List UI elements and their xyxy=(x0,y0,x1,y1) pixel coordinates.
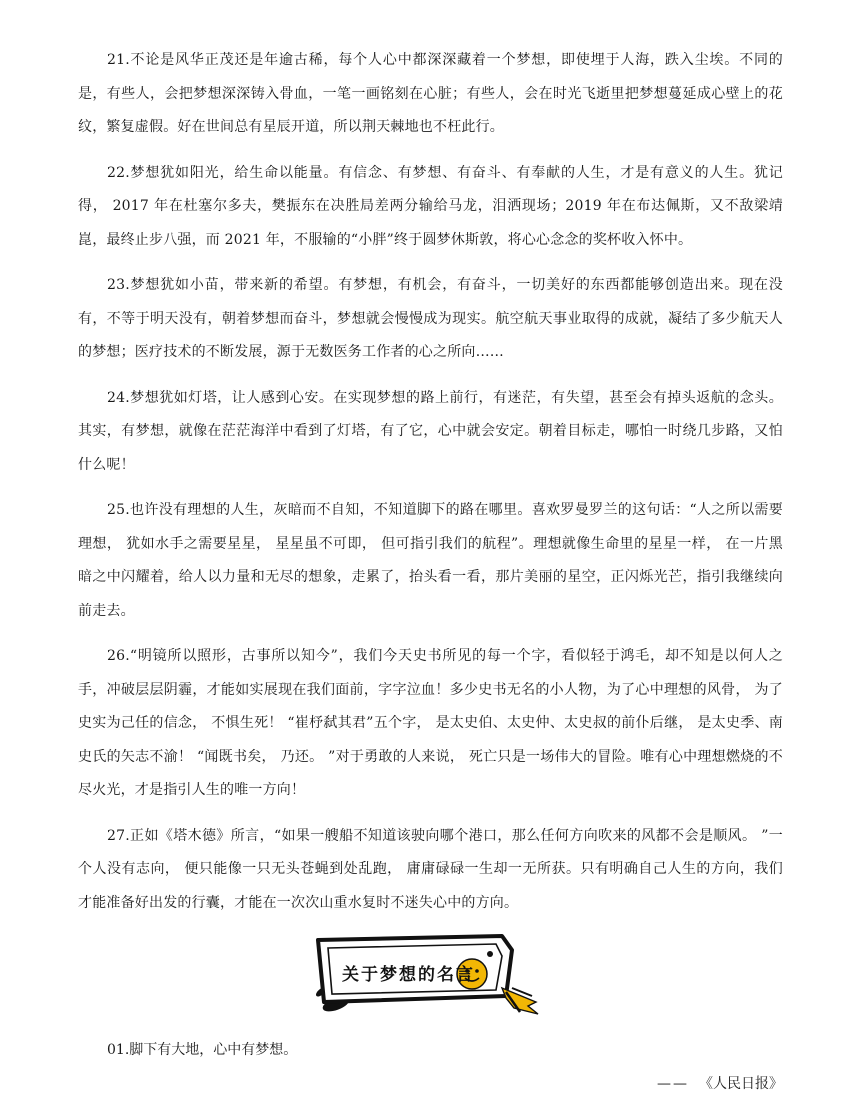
paragraph-23: 23.梦想犹如小苗，带来新的希望。有梦想，有机会，有奋斗，一切美好的东西都能够创造出来。现在没有，不等于明天没有，朝着梦想而奋斗，梦想就会慢慢成为现实。航空航天事业取得的成就，凝结了多少航天人的梦想；医疗技术的不断发展，源于无数医务工作者的心之所向…… xyxy=(78,277,783,360)
section-banner xyxy=(306,932,546,1016)
paragraph-26: 26.“明镜所以照形，古事所以知今”，我们今天史书所见的每一个字，看似轻于鸿毛，却不知是以何人之手，冲破层层阴霾，才能如实展现在我们面前，字字泣血！多少史书无名的小人物，为了心中理想的风骨， 为了史实为己任的信念， 不惧生死！ “崔杼弑其君”五个字， 是太史伯、太史仲、太史叔的前仆后继， 是太史季、南史氏的矢志不渝！ “闻既书矣， 乃还。 ”对于勇敢的人来说， 死亡只是一场伟大的冒险。唯有心中理想燃烧的不尽火光，才是指引人生的唯一方向！ xyxy=(78,648,783,798)
paragraph-24: 24.梦想犹如灯塔，让人感到心安。在实现梦想的路上前行，有迷茫，有失望，甚至会有掉头返航的念头。其实，有梦想，就像在茫茫海洋中看到了灯塔，有了它，心中就会安定。朝着目标走，哪怕一时绕几步路，又怕什么呢！ xyxy=(78,389,783,473)
paragraph-27: 27.正如《塔木德》所言，“如果一艘船不知道该驶向哪个港口，那么任何方向吹来的风都不会是顺风。 ”一个人没有志向， 便只能像一只无头苍蝇到处乱跑， 庸庸碌碌一生却一无所获。只有明确自己人生的方向，我们才能准备好出发的行囊，才能在一次次山重水复时不迷失心中的方向。 xyxy=(78,827,783,911)
article-body xyxy=(78,44,783,1099)
quote-source xyxy=(78,1069,783,1099)
paragraph-21: 21.不论是风华正茂还是年逾古稀，每个人心中都深深藏着一个梦想，即使埋于人海，跌入尘埃。不同的是，有些人，会把梦想深深铸入骨血，一笔一画铭刻在心脏；有些人，会在时光飞逝里把梦想蔓延成心壁上的花纹，繁复虚假。好在世间总有星辰开道，所以荆天棘地也不枉此行。 xyxy=(78,52,783,135)
quote-item: 01.脚下有大地，心中有梦想。 xyxy=(107,1042,298,1058)
paragraph-22: 22.梦想犹如阳光，给生命以能量。有信念、有梦想、有奋斗、有奉献的人生，才是有意义的人生。犹记得， 2017 年在杜塞尔多夫，樊振东在决胜局差两分输给马龙，泪洒现场；2019 年在布达佩斯，又不敌梁靖崑，最终止步八强，而 2021 年，不服输的“小胖”终于圆梦休斯敦，将心心念念的奖杯收入怀中。 xyxy=(78,164,783,248)
section-banner-wrap xyxy=(78,932,783,1028)
paragraph-25: 25.也许没有理想的人生，灰暗而不自知，不知道脚下的路在哪里。喜欢罗曼罗兰的这句话：“人之所以需要理想， 犹如水手之需要星星， 星星虽不可即， 但可指引我们的航程”。理想就像生命里的星星一样， 在一片黑暗之中闪耀着，给人以力量和无尽的想象，走累了，抬头看一看，那片美丽的星空，正闪烁光芒，指引我继续向前走去。 xyxy=(78,502,783,619)
quote-source-name: 《人民日报》 xyxy=(699,1076,783,1092)
banner-title: 关于梦想的名言 xyxy=(342,965,475,985)
quote-dash: —— xyxy=(657,1076,689,1092)
